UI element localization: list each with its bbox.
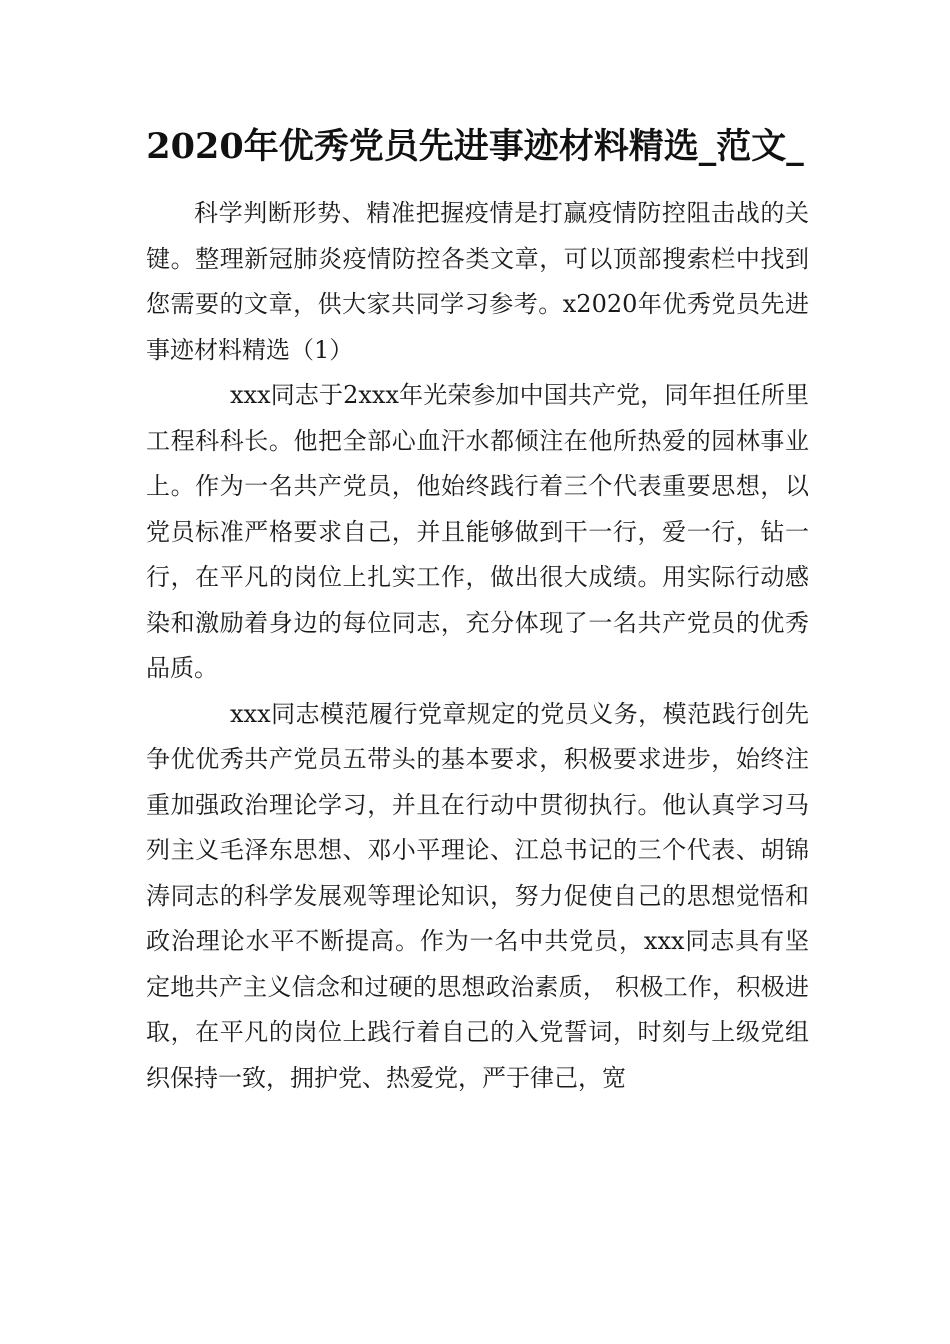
paragraph-conduct: xxx同志模范履行党章规定的党员义务，模范践行创先争优优秀共产党员五带头的基本要求，积极要求进步，始终注重加强政治理论学习，并且在行动中贯彻执行。他认真学习马列主义毛泽东思想、邓小平理论、江总书记的三个代表、胡锦涛同志的科学发展观等理论知识，努力促使自己的思想觉悟和政治理论水平不断提高。作为一名中共党员，xxx同志具有坚定地共产主义信念和过硬的思想政治素质， 积极工作，积极进取，在平凡的岗位上践行着自己的入党誓词，时刻与上级党组织保持一致，拥护党、热爱党，严于律己，宽 [146,699,809,1092]
document-body [146,191,809,1101]
document-title: 2020年优秀党员先进事迹材料精选_范文_ [146,126,804,167]
paragraph-intro: 科学判断形势、精准把握疫情是打赢疫情防控阻击战的关键。整理新冠肺炎疫情防控各类文章，可以顶部搜索栏中找到您需要的文章，供大家共同学习参考。x2020年优秀党员先进事迹材料精选（1） [146,199,809,364]
paragraph-biography: xxx同志于2xxx年光荣参加中国共产党，同年担任所里工程科科长。他把全部心血汗水都倾注在他所热爱的园林事业上。作为一名共产党员，他始终践行着三个代表重要思想，以党员标准严格要求自己，并且能够做到干一行，爱一行，钻一行，在平凡的岗位上扎实工作，做出很大成绩。用实际行动感染和激励着身边的每位同志，充分体现了一名共产党员的优秀品质。 [146,381,809,682]
